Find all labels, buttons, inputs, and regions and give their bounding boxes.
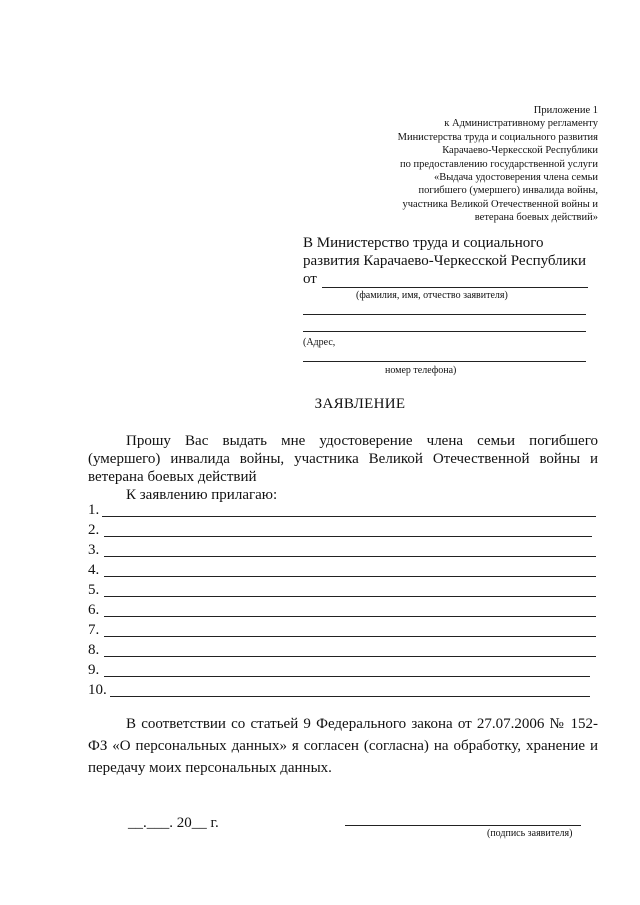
attachment-row[interactable] [88,662,598,680]
addressee-block [303,234,603,270]
attachment-number: 6. [88,602,100,618]
attachment-row[interactable] [88,642,598,660]
document-title: ЗАЯВЛЕНИЕ [314,396,406,412]
signature-caption: (подпись заявителя) [487,828,573,839]
attachment-row[interactable] [88,582,598,600]
attachment-number: 3. [88,542,100,558]
attachment-line[interactable] [104,676,590,677]
consent-paragraph [88,713,598,779]
signature-line[interactable] [345,825,581,826]
appendix-line: участника Великой Отечественной войны и [402,198,598,210]
attachment-row[interactable] [88,522,598,540]
attachment-number: 7. [88,622,100,638]
attachment-row[interactable] [88,562,598,580]
addressee-line-1: В Министерство труда и социального [303,235,544,251]
attachment-row[interactable] [88,502,598,520]
applicant-address-line-1[interactable] [303,331,586,332]
attachment-number: 5. [88,582,100,598]
attachment-line[interactable] [104,596,596,597]
attachment-line[interactable] [104,616,596,617]
consent-text: В соответствии со статьей 9 Федерального закона от 27.07.2006 № 152-ФЗ «О персональных данных» я согласен (согласна) на обработку, хранение и передачу моих персональных данных. [88,716,598,776]
attachment-number: 1. [88,502,100,518]
date-field[interactable]: __.___. 20__ г. [128,815,219,831]
attachment-number: 10. [88,682,107,698]
attachment-number: 2. [88,522,100,538]
attachment-line[interactable] [104,556,596,557]
phone-caption: номер телефона) [385,365,457,376]
attachment-row[interactable] [88,622,598,640]
attachment-line[interactable] [102,516,596,517]
addressee-line-2: развития Карачаево-Черкесской Республики [303,253,587,269]
attachment-number: 9. [88,662,100,678]
attachment-line[interactable] [104,636,596,637]
attachment-number: 4. [88,562,100,578]
request-paragraph [88,432,598,504]
appendix-line: Приложение 1 [533,105,598,116]
applicant-address-line-2[interactable] [303,361,586,362]
applicant-name-caption: (фамилия, имя, отчество заявителя) [356,290,508,301]
appendix-line: Карачаево-Черкесской Республики [442,145,598,157]
attachment-row[interactable] [88,682,598,700]
from-label: от [303,271,317,287]
attachment-line[interactable] [104,536,592,537]
attachment-line[interactable] [104,656,596,657]
appendix-line: погибшего (умершего) инвалида войны, [418,185,598,197]
appendix-line: к Административному регламенту [444,118,598,130]
applicant-name-line-2[interactable] [303,314,586,315]
attachment-line[interactable] [104,576,596,577]
appendix-header [298,104,598,225]
applicant-name-line[interactable] [322,287,588,288]
attachment-row[interactable] [88,542,598,560]
attachment-number: 8. [88,642,100,658]
appendix-line: по предоставлению государственной услуги [400,158,598,170]
appendix-line: «Выдача удостоверения члена семьи [433,172,598,184]
attach-label: К заявлению прилагаю: [126,487,278,503]
appendix-line: ветерана боевых действий» [474,212,598,224]
address-label: (Адрес, [303,337,336,348]
attachment-line[interactable] [110,696,590,697]
appendix-line: Министерства труда и социального развития [397,131,598,143]
request-text: Прошу Вас выдать мне удостоверение члена семьи погибшего (умершего) инвалида войны, участника Великой Отечественной войны и ветерана боевых действий [88,433,598,485]
attachment-row[interactable] [88,602,598,620]
